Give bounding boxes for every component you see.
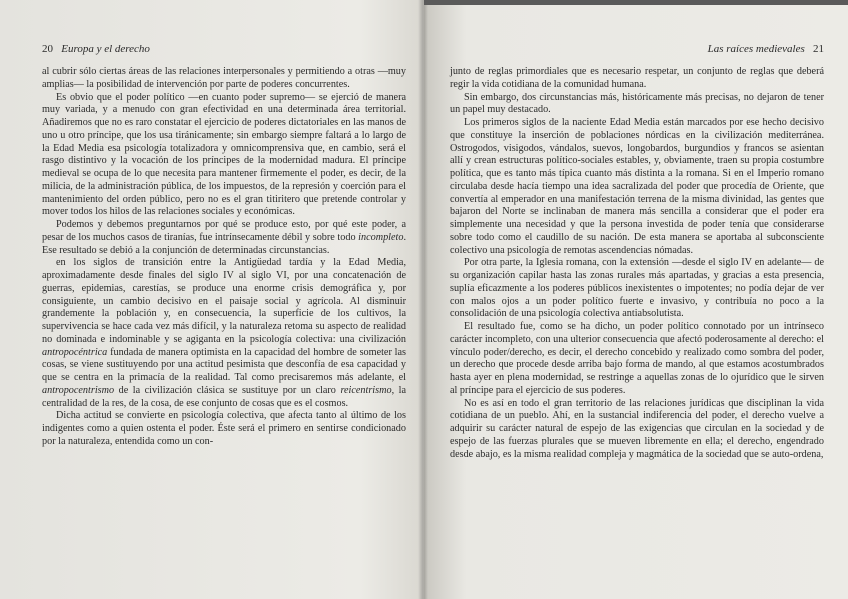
scan-edge-bar <box>424 0 848 5</box>
left-paragraph-4 <box>42 257 406 410</box>
left-paragraph-4-emphasis-2: antropocentrismo <box>42 384 115 396</box>
left-paragraph-2: Es obvio que el poder político —en cuanto poder supremo— se ejerció de manera muy variada, y a menudo con gran efectividad en una determinada área territorial. Añadiremos que no es raro constatar el ejercicio de poderes dictatoriales en las manos de uno u otro príncipe, que los usa tiránicamente; sin embargo siempre faltará a lo largo de la Edad Media esa psicología totalizadora y omnicomprensiva que, en cambio, será el rasgo distintivo y la vocación de los príncipes de la modernidad madura. El príncipe medieval se ocupa de lo que necesita para mantener firmemente el poder, es decir, de la milicia, de la administración pública, de los impuestos, de la represión y coerción para el mantenimiento del orden público, pero no es el gran titiritero que pretende controlar y mover todos los hilos de las relaciones sociales y económicas. <box>42 91 406 218</box>
left-paragraph-4-emphasis-1: antropocéntrica <box>42 346 108 358</box>
left-running-head <box>42 42 406 56</box>
left-paragraph-4-mid: fundada de manera optimista en la capacidad del hombre de someter las cosas, se viene sustituyendo por una actitud pesimista que desconfía de esa capacidad y que se centra en la primacía de la realidad. Tal como precisaremos más adelante, el <box>42 346 406 383</box>
right-paragraph-1: junto de reglas primordiales que es necesario respetar, un conjunto de reglas que deberá regir la vida cotidiana de la comunidad humana. <box>450 66 824 90</box>
right-paragraph-4: Por otra parte, la Iglesia romana, con la extensión —desde el siglo IV en adelante— de su organización capilar hasta las zonas rurales más apartadas, y gracias a esta presencia, suplía eficazmente a los poderes públicos inexistentes o impotentes; no podía dejar de ver con malos ojos a un poder político fuerte e invasivo, y contribuía no poco a la consolidación de una psicología colectiva antiabsolutista. <box>450 257 824 320</box>
book-gutter-shadow <box>418 0 428 599</box>
right-paragraph-2: Sin embargo, dos circunstancias más, históricamente más precisas, no dejaron de tener un papel muy destacado. <box>450 91 824 116</box>
left-page-number: 20 <box>42 43 53 55</box>
left-paragraph-4-end: , la centralidad de la res, de la cosa, de ese conjunto de cosas que es el cosmos. <box>42 384 406 409</box>
left-paragraph-3-rest: . Ese resultado se debió a la conjunción de determinadas circunstancias. <box>42 231 406 256</box>
right-paragraph-5: El resultado fue, como se ha dicho, un poder político connotado por un intrínseco carácter incompleto, con una ulterior consecuencia que afectó poderosamente al derecho: el vínculo poder/derecho, es decir, el derecho concebido y realizado como sombra del poder, un derecho que procede desde arriba bajo forma de mando, al que estamos acostumbrados hasta ayer en plena modernidad, se restringe a aquellas zonas de lo ojurídico que le sirven al príncipe para el ejercicio de sus poderes. <box>450 321 824 396</box>
left-paragraph-1: al cubrir sólo ciertas áreas de las relaciones interpersonales y permitiendo a otras —muy amplias— la posibilidad de intervención por parte de poderes concurrentes. <box>42 66 406 90</box>
left-paragraph-3-emphasis: incompleto <box>358 231 404 243</box>
right-running-title: Las raíces medievales <box>707 43 805 55</box>
left-paragraph-4-mid2: de la civilización clásica se sustituye por un claro <box>114 384 341 396</box>
right-page-number: 21 <box>813 43 824 55</box>
right-page <box>424 0 848 599</box>
left-paragraph-3-text: Podemos y debemos preguntarnos por qué se produce esto, por qué este poder, a pesar de los muchos casos de tiranías, fue intrínsecamente débil y sobre todo <box>42 219 406 243</box>
right-paragraph-3: Los primeros siglos de la naciente Edad Media están marcados por ese hecho decisivo que constituye la inserción de poblaciones nórdicas en la civilización mediterránea. Ostrogodos, visigodos, vándalos, suevos, longobardos, burgundios y francos se asientan allí y crean estructuras político-sociales estables, y, obviamente, traen su propia costumbre política, que es tanto más típica cuanto más distinta a la romana. Si en el Imperio romano circulaba desde hacía tiempo una idea sacralizada del poder que procedía de Oriente, que convertía al emperador en una manifestación terrena de la misma divinidad, las gentes que bajaron del Norte se inclinaban de manera más sencilla a considerar que el poder era simplemente una necesidad y que la persona investida de poder tenía que considerarse sobre todo como el caudillo de su nación. De esta manera se aportaba al subconsciente colectivo una psicología de remotas ascendencias nómadas. <box>450 117 824 256</box>
right-running-head <box>450 42 824 56</box>
left-running-title: Europa y el derecho <box>61 43 150 55</box>
left-paragraph-3 <box>42 219 406 257</box>
left-paragraph-5: Dicha actitud se convierte en psicología colectiva, que afecta tanto al último de los indigentes como a quien ostenta el poder. Éste será el primero en sentirse condicionado por la naturaleza, entendida como un con- <box>42 410 406 447</box>
left-paragraph-4-text: en los siglos de transición entre la Antigüedad tardía y la Edad Media, aproximadamente desde finales del siglo IV al siglo VI, por una concatenación de guerras, epidemias, carestías, se produce una enorme crisis demográfica y, por consiguiente, un cambio decisivo en el paisaje social y agrícola. Al disminuir grandemente la población y, en consecuencia, la superficie de los cultivos, la supervivencia se hace cada vez más difícil, y la naturaleza retoma su aspecto de realidad no dominada e indominable y se agiganta en la psicología colectiva: una civilización <box>42 257 406 345</box>
left-paragraph-4-emphasis-3: reicentrismo <box>340 384 392 396</box>
right-paragraph-6: No es así en todo el gran territorio de las relaciones jurídicas que disciplinan la vida cotidiana de un pueblo. Ahí, en la sustancial indiferencia del poder, el derecho vuelve a adquirir su carácter natural de espejo de las exigencias que circulan en la sociedad y de espejo de las fuerzas plurales que se mueven libremente en ella; el derecho, engendrado desde abajo, es la misma realidad compleja y magmática de la sociedad que se auto-ordena, <box>450 397 824 460</box>
